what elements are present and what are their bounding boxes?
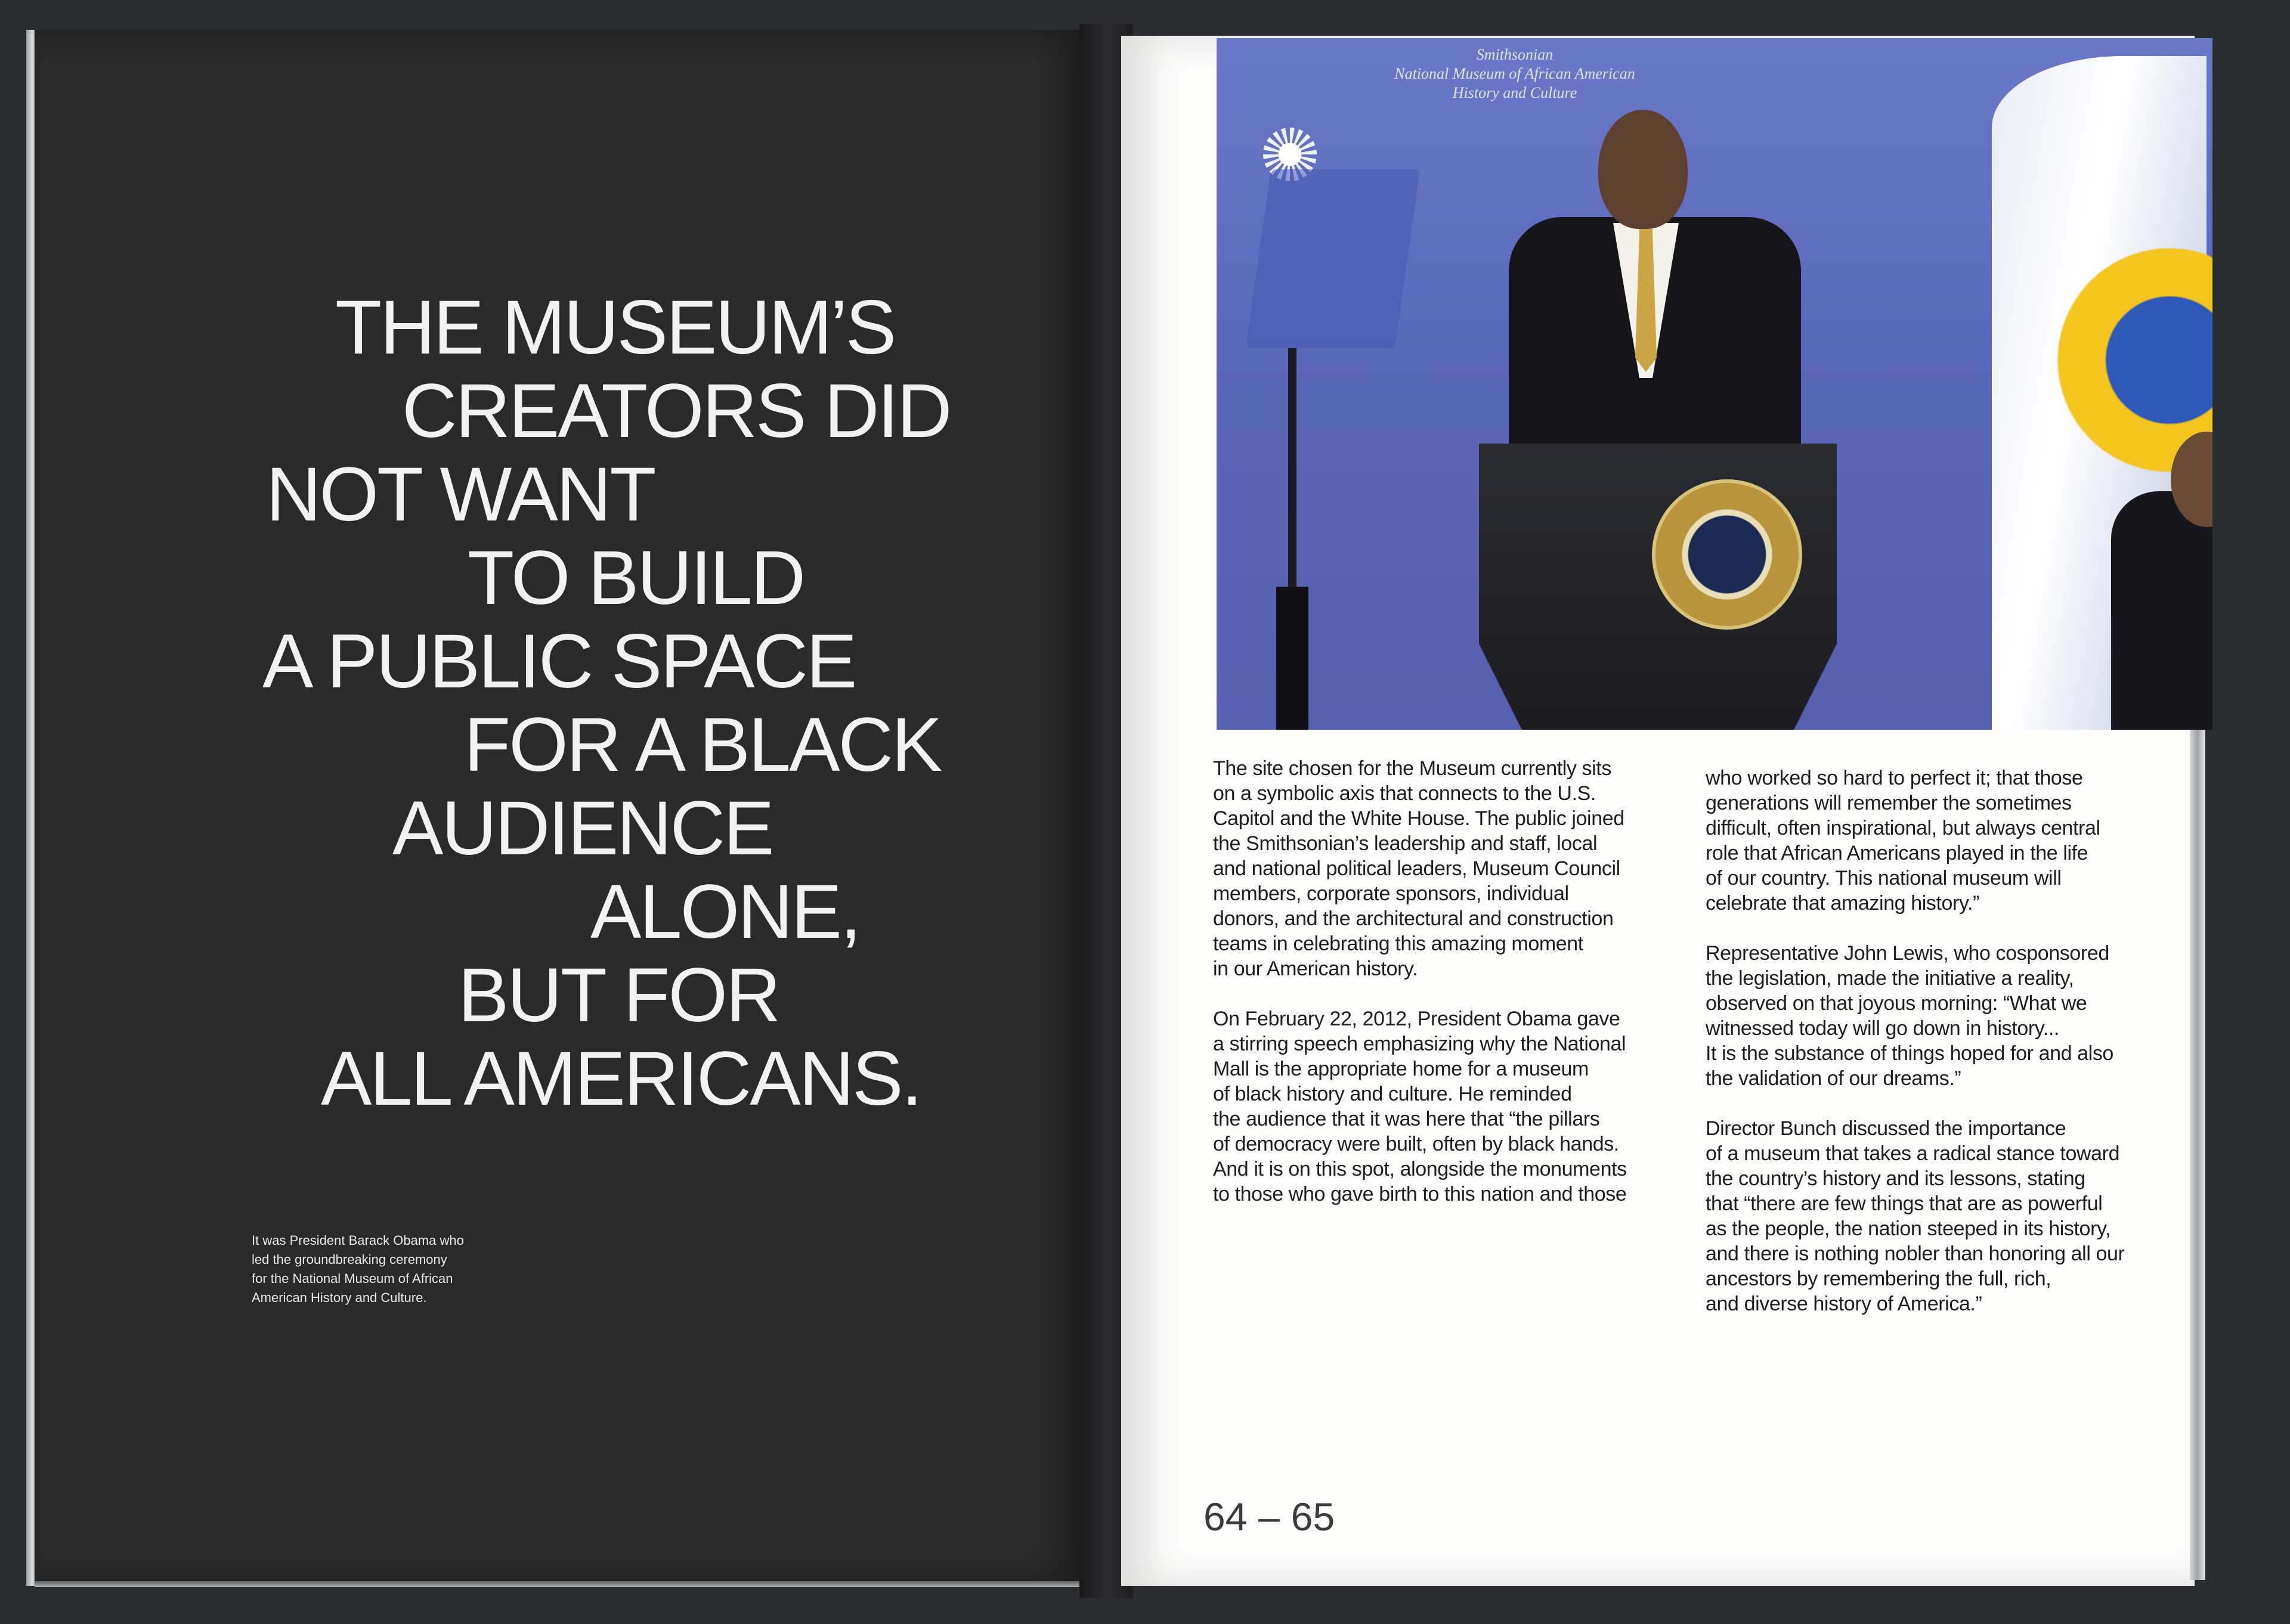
headline-line: NOT WANT (266, 452, 655, 537)
teleprompter-base (1276, 587, 1308, 730)
headline-line: FOR A BLACK (464, 702, 941, 788)
speaker-head (1598, 110, 1688, 229)
backdrop-text-line: Smithsonian (1476, 46, 1554, 63)
headline-line: THE MUSEUM’S (335, 285, 895, 370)
headline-line: ALONE, (590, 869, 860, 954)
headline-line: A PUBLIC SPACE (262, 619, 856, 704)
background-person (2111, 491, 2212, 730)
left-page-bottom-edge (35, 1581, 1090, 1587)
body-paragraph: Director Bunch discussed the importance of a museum that takes a radical stance toward the country’s history and its lessons, stating that “there are few things that are as powerful as the people, the nation steeped in its history, and there is nothing nobler than honoring all our ancestors by remembering the full, rich, and diverse history of America.” (1706, 1117, 2125, 1315)
headline-line: CREATORS DID (402, 368, 951, 454)
left-page (35, 30, 1090, 1586)
body-column-left (1213, 756, 1690, 1207)
body-paragraph: Representative John Lewis, who cosponsored the legislation, made the initiative a reality, observed on that joyous morning: “What we witnessed today will go down in history... It is the substance of things hoped for and also the validation of our dreams.” (1706, 942, 2113, 1090)
body-paragraph: who worked so hard to perfect it; that those generations will remember the sometimes difficult, often inspirational, but always central role that African Americans played in the life of our country. This national museum will celebrate that amazing history.” (1706, 767, 2100, 915)
speech-photo (1217, 38, 2212, 730)
headline-line: TO BUILD (468, 535, 804, 621)
body-paragraph: On February 22, 2012, President Obama gave a stirring speech emphasizing why the National Mall is the appropriate home for a museum of black history and culture. He reminded the audience that it was here that “the pillars of democracy were built, often by black hands. And it is on this spot, alongside the monuments to those who gave birth to this nation and those (1213, 1008, 1627, 1205)
headline-line: AUDIENCE (392, 786, 773, 871)
photo-caption: It was President Barack Obama who led the groundbreaking ceremony for the National Museum of African American History and Culture. (252, 1233, 464, 1305)
headline-line: ALL AMERICANS. (321, 1036, 921, 1121)
presidential-seal-icon (1652, 479, 1802, 630)
teleprompter (1246, 169, 1420, 348)
headline-line: BUT FOR (458, 953, 779, 1038)
backdrop-text-line: National Museum of African American (1394, 65, 1635, 82)
page-numbers: 64 – 65 (1203, 1495, 1335, 1539)
backdrop-text-line: History and Culture (1452, 84, 1577, 101)
backdrop-logo-text (1306, 45, 1723, 103)
body-column-right (1706, 765, 2183, 1316)
body-paragraph: The site chosen for the Museum currently sits on a symbolic axis that connects to the U.S. Capitol and the White House. The public joined the Smithsonian’s leadership and staff, local and national political leaders, Museum Council members, corporate sponsors, individual donors, and the architectural and construction teams in celebrating this amazing moment in our American history. (1213, 757, 1624, 980)
